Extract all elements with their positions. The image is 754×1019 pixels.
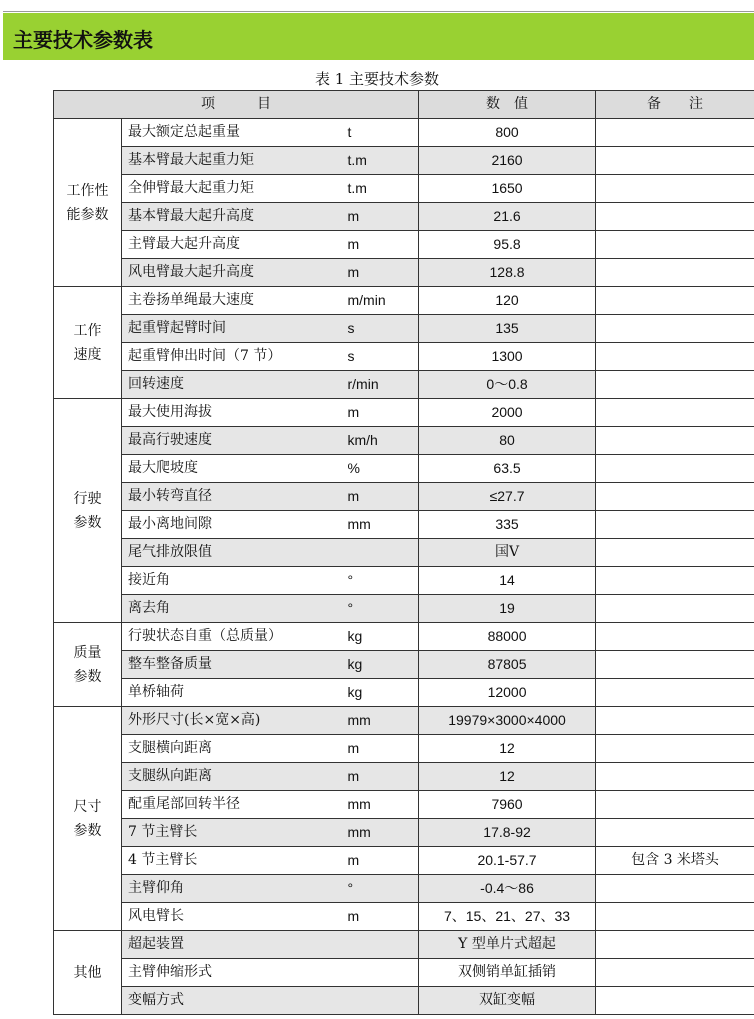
param-unit (342, 987, 419, 1015)
param-unit: m (342, 735, 419, 763)
header-value: 数 值 (419, 91, 596, 119)
param-value: 800 (419, 119, 596, 147)
table-row (54, 735, 754, 763)
table-row (54, 707, 754, 735)
param-note (596, 511, 754, 539)
table-row (54, 595, 754, 623)
param-value: 20.1-57.7 (419, 847, 596, 875)
param-note (596, 147, 754, 175)
param-name: 支腿横向距离 (122, 735, 342, 763)
param-value: -0.4～86 (419, 875, 596, 903)
param-value: Y 型单片式超起 (419, 931, 596, 959)
param-unit: m (342, 847, 419, 875)
param-note (596, 287, 754, 315)
param-name: 离去角 (122, 595, 342, 623)
param-name: 主臂伸缩形式 (122, 959, 342, 987)
param-unit: s (342, 315, 419, 343)
table-row (54, 399, 754, 427)
param-note (596, 567, 754, 595)
table-caption: 表 1 主要技术参数 (314, 70, 440, 88)
param-note (596, 959, 754, 987)
table-header-row (54, 91, 754, 119)
param-name: 超起装置 (122, 931, 342, 959)
param-note: 包含 3 米塔头 (596, 847, 754, 875)
param-value: 63.5 (419, 455, 596, 483)
param-name: 尾气排放限值 (122, 539, 342, 567)
param-value: 7960 (419, 791, 596, 819)
param-unit (342, 931, 419, 959)
param-value: 12 (419, 735, 596, 763)
param-name: 基本臂最大起升高度 (122, 203, 342, 231)
param-value: 135 (419, 315, 596, 343)
param-unit: kg (342, 679, 419, 707)
table-row (54, 287, 754, 315)
table-row (54, 315, 754, 343)
param-unit: t.m (342, 147, 419, 175)
param-unit: m (342, 763, 419, 791)
param-value: 17.8-92 (419, 819, 596, 847)
param-value: 19 (419, 595, 596, 623)
param-value: 335 (419, 511, 596, 539)
param-name: 支腿纵向距离 (122, 763, 342, 791)
param-note (596, 483, 754, 511)
param-name: 变幅方式 (122, 987, 342, 1015)
param-value: 1300 (419, 343, 596, 371)
table-row (54, 175, 754, 203)
table-row (54, 539, 754, 567)
param-value: 12000 (419, 679, 596, 707)
param-unit: t.m (342, 175, 419, 203)
table-row (54, 427, 754, 455)
group-label: 其他 (54, 931, 122, 1015)
param-note (596, 735, 754, 763)
param-unit: kg (342, 623, 419, 651)
param-unit: s (342, 343, 419, 371)
table-row (54, 203, 754, 231)
param-unit: m/min (342, 287, 419, 315)
group-label: 工作性 能参数 (54, 119, 122, 287)
param-note (596, 903, 754, 931)
param-name: 整车整备质量 (122, 651, 342, 679)
param-name: 接近角 (122, 567, 342, 595)
table-row (54, 455, 754, 483)
param-note (596, 931, 754, 959)
param-name: 最小离地间隙 (122, 511, 342, 539)
table-row (54, 567, 754, 595)
param-value: 87805 (419, 651, 596, 679)
param-unit: m (342, 259, 419, 287)
param-value: 2000 (419, 399, 596, 427)
param-unit: ° (342, 595, 419, 623)
param-value: 21.6 (419, 203, 596, 231)
param-value: 95.8 (419, 231, 596, 259)
param-unit: t (342, 119, 419, 147)
table-row (54, 931, 754, 959)
page-title: 主要技术参数表 (13, 28, 153, 52)
param-unit: mm (342, 511, 419, 539)
param-value: 88000 (419, 623, 596, 651)
param-name: 起重臂起臂时间 (122, 315, 342, 343)
param-unit: m (342, 399, 419, 427)
param-value: 双侧销单缸插销 (419, 959, 596, 987)
param-value: 7、15、21、27、33 (419, 903, 596, 931)
param-value: 国Ⅴ (419, 539, 596, 567)
param-unit (342, 539, 419, 567)
table-row (54, 987, 754, 1015)
param-name: 风电臂最大起升高度 (122, 259, 342, 287)
param-name: 基本臂最大起重力矩 (122, 147, 342, 175)
param-note (596, 315, 754, 343)
param-note (596, 203, 754, 231)
param-name: 全伸臂最大起重力矩 (122, 175, 342, 203)
param-note (596, 175, 754, 203)
param-value: 12 (419, 763, 596, 791)
param-unit: m (342, 231, 419, 259)
param-unit: mm (342, 791, 419, 819)
param-unit: m (342, 483, 419, 511)
param-unit: ° (342, 875, 419, 903)
param-name: 外形尺寸(长×宽×高) (122, 707, 342, 735)
param-name: 最小转弯直径 (122, 483, 342, 511)
param-note (596, 539, 754, 567)
param-name: 7 节主臂长 (122, 819, 342, 847)
param-value: 120 (419, 287, 596, 315)
param-unit: mm (342, 707, 419, 735)
param-note (596, 651, 754, 679)
param-name: 行驶状态自重（总质量） (122, 623, 342, 651)
param-name: 主卷扬单绳最大速度 (122, 287, 342, 315)
param-name: 单桥轴荷 (122, 679, 342, 707)
param-unit: km/h (342, 427, 419, 455)
param-note (596, 819, 754, 847)
param-name: 风电臂长 (122, 903, 342, 931)
table-row (54, 623, 754, 651)
param-note (596, 259, 754, 287)
param-unit: m (342, 903, 419, 931)
param-name: 回转速度 (122, 371, 342, 399)
param-note (596, 455, 754, 483)
table-row (54, 903, 754, 931)
table-row (54, 343, 754, 371)
param-note (596, 399, 754, 427)
group-label: 尺寸 参数 (54, 707, 122, 931)
table-row (54, 231, 754, 259)
param-note (596, 791, 754, 819)
table-row (54, 259, 754, 287)
param-name: 4 节主臂长 (122, 847, 342, 875)
param-value: 80 (419, 427, 596, 455)
param-value: 1650 (419, 175, 596, 203)
param-note (596, 707, 754, 735)
table-row (54, 119, 754, 147)
param-note (596, 679, 754, 707)
param-value: 双缸变幅 (419, 987, 596, 1015)
param-unit: mm (342, 819, 419, 847)
top-rule (3, 11, 754, 12)
param-unit: r/min (342, 371, 419, 399)
param-note (596, 623, 754, 651)
param-name: 最大爬坡度 (122, 455, 342, 483)
param-value: 0～0.8 (419, 371, 596, 399)
param-name: 主臂仰角 (122, 875, 342, 903)
table-row (54, 483, 754, 511)
table-row (54, 147, 754, 175)
table-row (54, 791, 754, 819)
param-unit: ° (342, 567, 419, 595)
param-value: 19979×3000×4000 (419, 707, 596, 735)
param-note (596, 427, 754, 455)
table-row (54, 847, 754, 875)
spec-table (53, 90, 754, 1015)
param-value: 2160 (419, 147, 596, 175)
table-row (54, 679, 754, 707)
table-body (54, 119, 754, 1015)
table-row (54, 763, 754, 791)
param-name: 最高行驶速度 (122, 427, 342, 455)
param-value: 14 (419, 567, 596, 595)
param-note (596, 119, 754, 147)
param-note (596, 343, 754, 371)
param-note (596, 371, 754, 399)
header-note: 备 注 (596, 91, 754, 119)
param-unit: % (342, 455, 419, 483)
param-name: 起重臂伸出时间（7 节） (122, 343, 342, 371)
table-row (54, 819, 754, 847)
group-label: 行驶 参数 (54, 399, 122, 623)
header-item: 项 目 (54, 91, 419, 119)
param-note (596, 875, 754, 903)
param-name: 最大使用海拔 (122, 399, 342, 427)
param-note (596, 595, 754, 623)
param-unit: kg (342, 651, 419, 679)
table-row (54, 959, 754, 987)
group-label: 工作 速度 (54, 287, 122, 399)
param-unit (342, 959, 419, 987)
param-name: 最大额定总起重量 (122, 119, 342, 147)
param-note (596, 987, 754, 1015)
param-unit: m (342, 203, 419, 231)
param-note (596, 763, 754, 791)
table-row (54, 875, 754, 903)
table-row (54, 511, 754, 539)
param-name: 配重尾部回转半径 (122, 791, 342, 819)
param-value: ≤27.7 (419, 483, 596, 511)
table-row (54, 371, 754, 399)
param-value: 128.8 (419, 259, 596, 287)
group-label: 质量 参数 (54, 623, 122, 707)
param-note (596, 231, 754, 259)
table-row (54, 651, 754, 679)
param-name: 主臂最大起升高度 (122, 231, 342, 259)
